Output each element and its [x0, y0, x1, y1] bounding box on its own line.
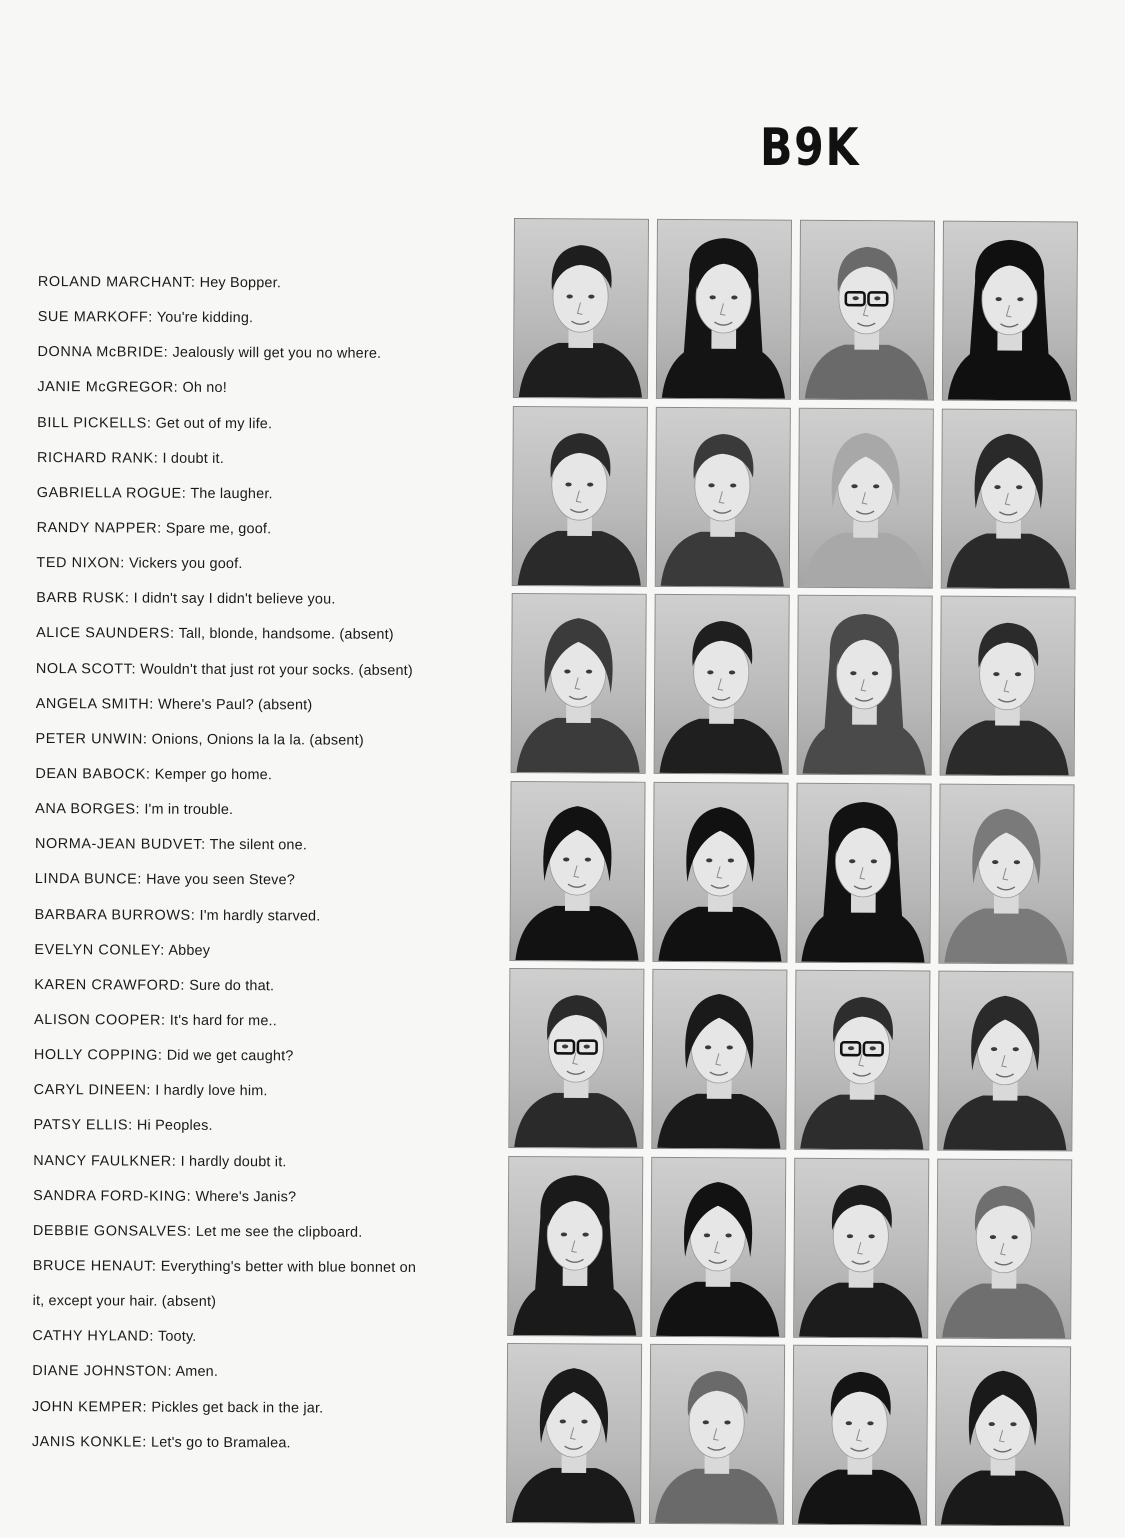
caption-line — [35, 830, 485, 867]
student-photo — [651, 969, 787, 1150]
caption-line — [37, 338, 487, 375]
caption-line — [37, 409, 487, 446]
student-photo — [649, 1344, 785, 1525]
student-photo — [512, 405, 648, 586]
shoulders — [518, 530, 641, 585]
photo-row — [506, 1343, 1079, 1526]
caption-line — [33, 1252, 483, 1289]
student-quote: Abbey — [168, 942, 211, 959]
portrait-image — [653, 782, 787, 961]
eye-right — [588, 295, 594, 299]
eye-right — [724, 1420, 730, 1424]
eye-right — [731, 295, 737, 299]
portrait-image — [651, 1157, 785, 1336]
student-quote: Oh no! — [182, 380, 227, 397]
photo-row — [509, 780, 1082, 963]
caption-line — [35, 725, 485, 762]
student-name: ROLAND MARCHANT: — [37, 273, 196, 291]
student-quote: It's hard for me.. — [169, 1012, 277, 1030]
student-quote: Amen. — [175, 1364, 219, 1381]
student-name: JANIS KONKLE: — [31, 1433, 147, 1451]
caption-line — [33, 1111, 483, 1148]
caption-line — [34, 971, 484, 1008]
photo-grid — [506, 218, 1086, 1534]
caption-line — [36, 619, 486, 656]
student-quote: Hey Bopper. — [199, 274, 282, 292]
student-name: CARYL DINEEN: — [33, 1082, 152, 1099]
student-name: ALICE SAUNDERS: — [36, 625, 175, 643]
student-quote: Everything's better with blue bonnet on — [160, 1258, 417, 1276]
eye-right — [1015, 672, 1021, 676]
eye-left — [707, 670, 713, 674]
student-name: RICHARD RANK: — [36, 449, 159, 467]
portrait-image — [799, 408, 933, 587]
eye-left — [996, 297, 1002, 301]
student-photo — [511, 593, 647, 774]
eye-right — [1013, 1047, 1019, 1051]
portrait-image — [937, 1159, 1071, 1338]
student-quote: Where's Janis? — [195, 1188, 297, 1206]
caption-line — [36, 655, 486, 692]
caption-line — [33, 1217, 483, 1254]
student-photo — [938, 783, 1074, 964]
student-name: RANDY NAPPER: — [36, 519, 162, 537]
shoulders — [798, 1469, 921, 1524]
caption-line — [32, 1428, 482, 1465]
eye-right — [1011, 1235, 1017, 1239]
caption-line — [37, 514, 487, 551]
student-name: PATSY ELLIS: — [33, 1117, 133, 1134]
eye-right — [872, 671, 878, 675]
caption-line — [35, 901, 485, 938]
student-name: DONNA McBRIDE: — [37, 344, 169, 361]
student-quote: Pickles get back in the jar. — [151, 1399, 324, 1417]
student-name: NORMA-JEAN BUDVET: — [34, 836, 206, 854]
student-quote: it, except your hair. (absent) — [32, 1293, 217, 1311]
caption-line — [38, 303, 488, 340]
student-name: KAREN CRAWFORD: — [34, 976, 186, 994]
portrait-image — [652, 970, 786, 1149]
student-name: BARBARA BURROWS: — [34, 906, 196, 924]
portrait-image — [508, 1156, 642, 1335]
eye-left — [563, 857, 569, 861]
caption-list — [32, 268, 488, 1465]
eye-right — [585, 857, 591, 861]
shoulders — [942, 1283, 1065, 1338]
portrait-image — [514, 219, 648, 398]
eye-left — [847, 1234, 853, 1238]
student-name: DEBBIE GONSALVES: — [32, 1222, 192, 1240]
eye-right — [725, 1233, 731, 1237]
student-name: JOHN KEMPER: — [31, 1398, 148, 1416]
student-photo — [513, 218, 649, 399]
student-photo — [654, 594, 790, 775]
caption-line — [37, 444, 487, 481]
student-photo — [940, 596, 1076, 777]
student-quote: Spare me, goof. — [165, 520, 272, 538]
caption-line — [34, 1041, 484, 1078]
student-name: ANGELA SMITH: — [35, 695, 154, 713]
portrait-image — [939, 784, 1073, 963]
student-name: EVELYN CONLEY: — [34, 941, 165, 959]
eye-right — [587, 482, 593, 486]
eye-left — [853, 296, 859, 300]
portrait-image — [509, 969, 643, 1148]
caption-line — [34, 1076, 484, 1113]
eye-left — [994, 485, 1000, 489]
caption-line — [37, 479, 487, 516]
eye-right — [1010, 1422, 1016, 1426]
student-name: LINDA BUNCE: — [34, 871, 143, 888]
shoulders — [656, 1281, 779, 1336]
caption-line — [34, 936, 484, 973]
eye-left — [850, 671, 856, 675]
student-photo — [935, 1346, 1071, 1527]
shoulders — [947, 533, 1070, 588]
student-name: PETER UNWIN: — [35, 730, 148, 748]
portrait-image — [656, 407, 790, 586]
eye-right — [871, 859, 877, 863]
eye-right — [584, 1045, 590, 1049]
student-name: JANIE McGREGOR: — [37, 379, 179, 397]
portrait-image — [513, 407, 647, 586]
eye-left — [560, 1419, 566, 1423]
portrait-image — [800, 221, 934, 400]
student-quote: Let's go to Bramalea. — [150, 1434, 291, 1451]
student-name: DEAN BABOCK: — [35, 765, 151, 783]
shoulders — [946, 720, 1069, 775]
student-quote: Tooty. — [157, 1328, 197, 1346]
student-quote: Tall, blonde, handsome. (absent) — [178, 626, 394, 644]
student-name: CATHY HYLAND: — [32, 1328, 155, 1345]
student-name: HOLLY COPPING: — [33, 1047, 163, 1064]
student-quote: Wouldn't that just rot your socks. (absent) — [140, 661, 413, 679]
student-quote: I'm in trouble. — [144, 801, 234, 819]
portrait-image — [798, 596, 932, 775]
eye-left — [567, 294, 573, 298]
student-quote: The silent one. — [209, 837, 308, 854]
eye-left — [564, 669, 570, 673]
student-photo — [656, 219, 792, 400]
shoulders — [944, 908, 1067, 963]
shoulders — [517, 718, 640, 773]
caption-line — [36, 584, 486, 621]
photo-row — [508, 968, 1081, 1151]
student-quote: Jealously will get you no where. — [172, 344, 382, 363]
caption-line — [35, 865, 485, 902]
student-name: SUE MARKOFF: — [37, 309, 153, 326]
eye-right — [868, 1234, 874, 1238]
portrait-image — [655, 595, 789, 774]
student-quote: The laugher. — [190, 485, 273, 503]
eye-left — [706, 858, 712, 862]
student-quote: Where's Paul? (absent) — [158, 696, 313, 714]
student-quote: Get out of my life. — [155, 415, 273, 432]
portrait-image — [796, 783, 930, 962]
eye-left — [990, 1235, 996, 1239]
student-quote: Let me see the clipboard. — [195, 1223, 363, 1241]
shoulders — [800, 1094, 923, 1149]
student-photo — [655, 406, 791, 587]
eye-left — [992, 860, 998, 864]
student-quote: I hardly doubt it. — [180, 1153, 287, 1170]
portrait-image — [942, 409, 1076, 588]
student-quote: Sure do that. — [189, 977, 275, 995]
portrait-image — [795, 971, 929, 1150]
eye-right — [873, 484, 879, 488]
eye-right — [867, 1421, 873, 1425]
student-photo — [509, 780, 645, 961]
student-photo — [799, 220, 935, 401]
photo-row — [512, 405, 1085, 588]
eye-left — [708, 483, 714, 487]
student-quote: You're kidding. — [156, 309, 254, 327]
student-quote: I didn't say I didn't believe you. — [133, 590, 336, 608]
eye-left — [993, 672, 999, 676]
eye-left — [703, 1420, 709, 1424]
student-name: GABRIELLA ROGUE: — [36, 484, 187, 502]
student-quote: I doubt it. — [162, 450, 224, 467]
student-photo — [650, 1156, 786, 1337]
photo-row — [511, 593, 1084, 776]
caption-line — [36, 690, 486, 727]
portrait-image — [510, 781, 644, 960]
eye-left — [705, 1045, 711, 1049]
student-name: NANCY FAULKNER: — [33, 1152, 177, 1170]
student-quote: I'm hardly starved. — [199, 907, 321, 925]
eye-right — [1014, 860, 1020, 864]
shoulders — [657, 1094, 780, 1149]
shoulders — [519, 343, 642, 398]
caption-line — [33, 1182, 483, 1219]
eye-left — [704, 1233, 710, 1237]
shoulders — [943, 1095, 1066, 1150]
shoulders — [804, 532, 927, 587]
portrait-image — [793, 1346, 927, 1525]
caption-line — [38, 268, 488, 305]
caption-line — [32, 1357, 482, 1394]
page-title: B9K — [760, 118, 861, 178]
eye-left — [710, 295, 716, 299]
student-photo — [795, 782, 931, 963]
student-photo — [794, 970, 930, 1151]
student-name: BRUCE HENAUT: — [32, 1257, 157, 1275]
caption-line — [34, 1006, 484, 1043]
shoulders — [655, 1468, 778, 1523]
portrait-image — [794, 1158, 928, 1337]
photo-row — [507, 1155, 1080, 1338]
caption-line — [35, 760, 485, 797]
student-quote: Vickers you goof. — [128, 555, 243, 573]
student-photo — [508, 968, 644, 1149]
eye-right — [1016, 485, 1022, 489]
student-photo — [941, 408, 1077, 589]
eye-right — [582, 1232, 588, 1236]
student-photo — [793, 1157, 929, 1338]
shoulders — [658, 906, 781, 961]
student-name: SANDRA FORD-KING: — [33, 1187, 192, 1205]
student-name: ALISON COOPER: — [34, 1011, 166, 1029]
eye-right — [730, 483, 736, 487]
student-name: TED NIXON: — [36, 555, 125, 572]
student-quote: Have you seen Steve? — [146, 871, 296, 889]
eye-left — [989, 1422, 995, 1426]
shoulders — [799, 1282, 922, 1337]
portrait-image — [943, 222, 1077, 401]
shoulders — [515, 905, 638, 960]
student-quote: I hardly love him. — [155, 1082, 268, 1100]
student-photo — [942, 221, 1078, 402]
student-quote: Kemper go home. — [154, 766, 273, 784]
student-photo — [507, 1155, 643, 1336]
eye-left — [565, 482, 571, 486]
eye-right — [729, 670, 735, 674]
eye-left — [561, 1232, 567, 1236]
eye-right — [581, 1420, 587, 1424]
student-quote: Hi Peoples. — [136, 1117, 213, 1135]
shoulders — [661, 531, 784, 586]
student-quote: Onions, Onions la la la. (absent) — [151, 731, 364, 749]
student-photo — [936, 1158, 1072, 1339]
student-name: BILL PICKELLS: — [37, 414, 152, 432]
caption-line — [32, 1322, 482, 1359]
eye-right — [870, 1046, 876, 1050]
eye-right — [874, 296, 880, 300]
portrait-image — [936, 1347, 1070, 1526]
eye-right — [586, 670, 592, 674]
portrait-image — [938, 972, 1072, 1151]
caption-line — [32, 1392, 482, 1429]
eye-right — [1017, 297, 1023, 301]
shoulders — [941, 1470, 1064, 1525]
eye-left — [846, 1421, 852, 1425]
caption-line — [36, 549, 486, 586]
student-photo — [797, 595, 933, 776]
caption-line — [35, 795, 485, 832]
caption-line — [33, 1147, 483, 1184]
student-name: DIANE JOHNSTON: — [32, 1363, 173, 1381]
eye-left — [991, 1047, 997, 1051]
student-photo — [792, 1345, 928, 1526]
eye-right — [728, 858, 734, 862]
caption-line — [37, 373, 487, 410]
portrait-image — [941, 597, 1075, 776]
student-photo — [798, 407, 934, 588]
student-quote: Did we get caught? — [166, 1047, 294, 1065]
shoulders — [512, 1468, 635, 1523]
shoulders — [660, 719, 783, 774]
eye-left — [851, 484, 857, 488]
eye-left — [562, 1044, 568, 1048]
student-name: ANA BORGES: — [35, 801, 141, 818]
caption-line — [32, 1287, 482, 1324]
eye-left — [848, 1046, 854, 1050]
shoulders — [805, 344, 928, 399]
eye-left — [849, 859, 855, 863]
student-photo — [937, 971, 1073, 1152]
portrait-image — [650, 1345, 784, 1524]
portrait-image — [512, 594, 646, 773]
student-photo — [652, 781, 788, 962]
student-name: NOLA SCOTT: — [35, 660, 137, 678]
student-photo — [506, 1343, 642, 1524]
photo-row — [513, 218, 1086, 401]
eye-right — [727, 1045, 733, 1049]
shoulders — [514, 1093, 637, 1148]
student-name: BARB RUSK: — [36, 590, 130, 607]
portrait-image — [507, 1344, 641, 1523]
portrait-image — [657, 220, 791, 399]
